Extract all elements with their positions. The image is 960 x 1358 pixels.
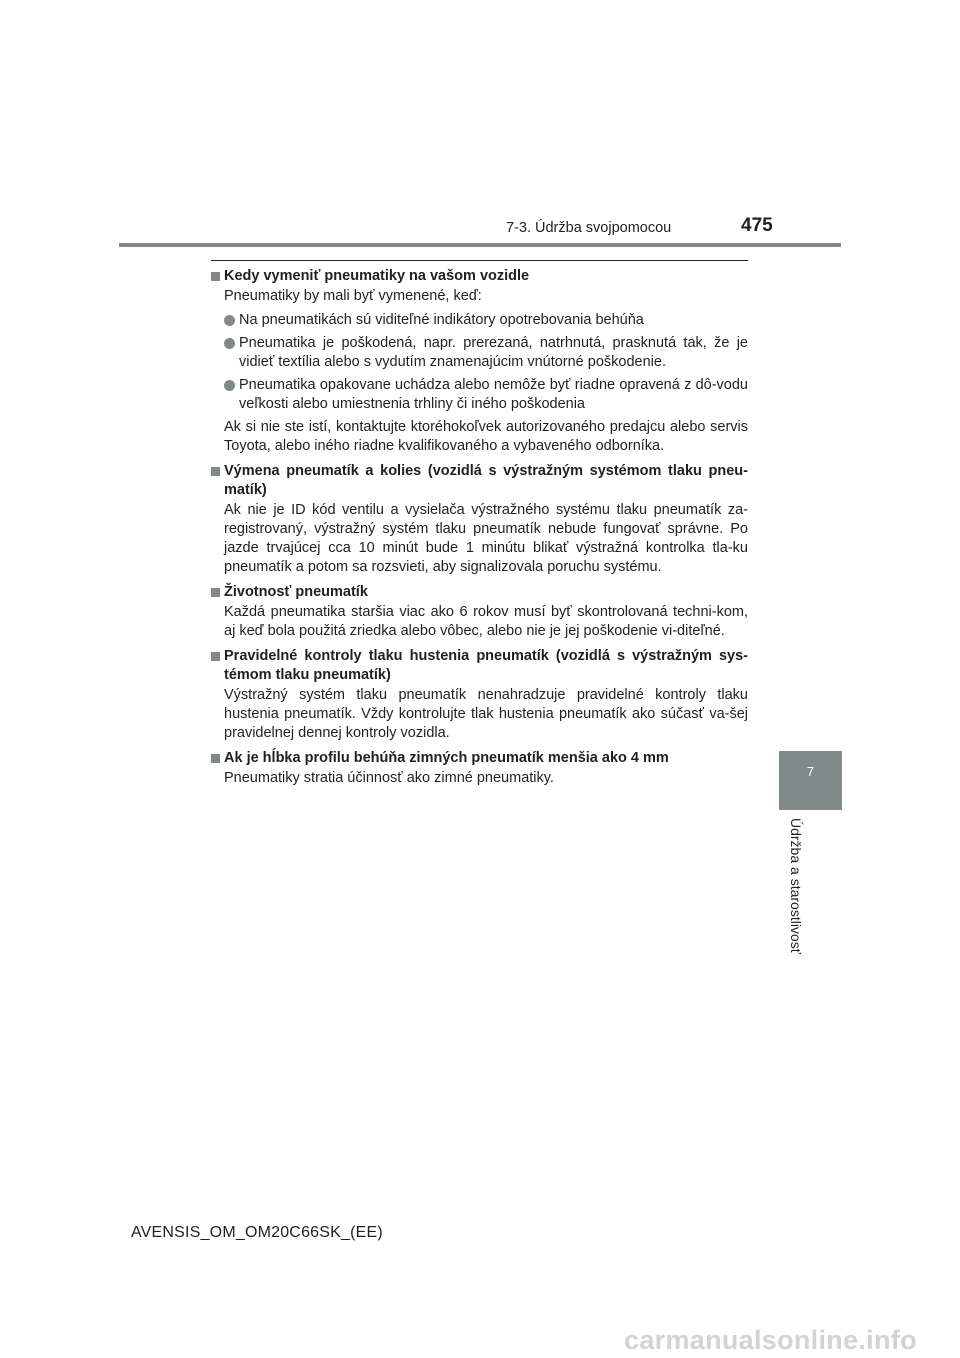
header-section-title: 7-3. Údržba svojpomocou [506, 220, 672, 236]
section-tire-wheel-exchange [211, 462, 748, 577]
square-bullet-icon [211, 467, 220, 476]
round-bullet-icon [224, 338, 235, 349]
round-bullet-icon [224, 315, 235, 326]
section-paragraph: Pneumatiky stratia účinnosť ako zimné pneumatiky. [224, 770, 554, 786]
main-content [211, 267, 748, 794]
square-bullet-icon [211, 652, 220, 661]
section-body [211, 287, 748, 456]
footer-manual-code: AVENSIS_OM_OM20C66SK_(EE) [131, 1224, 383, 1241]
section-paragraph: Výstražný systém tlaku pneumatík nenahradzuje pravidelné kontroly tlaku hustenia pneumatík. Vždy kontrolujte tlak hustenia pneumatík ako súčasť va-šej pravidelnej dennej kontroly vozidla. [224, 687, 748, 741]
section-heading-text: Ak je hĺbka profilu behúňa zimných pneumatík menšia ako 4 mm [224, 750, 669, 766]
section-pressure-checks [211, 647, 748, 743]
section-heading [211, 583, 748, 602]
section-heading [211, 267, 748, 286]
list-item [224, 311, 748, 330]
chapter-side-title: Údržba a starostlivosť [788, 818, 804, 954]
section-heading-text: Výmena pneumatík a kolies (vozidlá s výstražným systémom tlaku pneu-matík) [224, 463, 748, 498]
section-heading [211, 462, 748, 500]
chapter-tab [779, 751, 842, 810]
section-tire-replacement [211, 267, 748, 456]
square-bullet-icon [211, 272, 220, 281]
page-number: 475 [741, 215, 773, 236]
list-item-text: Pneumatika opakovane uchádza alebo nemôže byť riadne opravená z dô-vodu veľkosti alebo umiestnenia trhliny či iného poškodenia [239, 377, 748, 412]
section-paragraph: Každá pneumatika staršia viac ako 6 rokov musí byť skontrolovaná techni-kom, aj keď bola použitá zriedka alebo vôbec, alebo nie je jej poškodenie vi-diteľné. [224, 604, 748, 639]
section-tire-lifespan [211, 583, 748, 641]
section-body [211, 603, 748, 641]
watermark-text: carmanualsonline.info [624, 1325, 917, 1355]
list-item-text: Pneumatika je poškodená, napr. prerezaná, natrhnutá, prasknutá tak, že je vidieť textília alebo s vydutím znamenajúcim vnútorné poškodenie. [239, 335, 748, 370]
section-heading [211, 749, 748, 768]
section-winter-tread-depth [211, 749, 748, 788]
square-bullet-icon [211, 588, 220, 597]
section-intro: Pneumatiky by mali byť vymenené, keď: [224, 288, 482, 304]
section-heading [211, 647, 748, 685]
square-bullet-icon [211, 754, 220, 763]
round-bullet-icon [224, 380, 235, 391]
list-item-text: Na pneumatikách sú viditeľné indikátory opotrebovania behúňa [239, 312, 644, 328]
section-paragraph: Ak nie je ID kód ventilu a vysielača výstražného systému tlaku pneumatík za-registrovaný, výstražný systém tlaku pneumatík nebude fungovať správne. Po jazde trvajúcej cca 10 minút bude 1 minútu blikať výstražná kontrolka tla-ku pneumatík a potom sa rozsvieti, aby signalizovala poruchu systému. [224, 502, 748, 575]
section-heading-text: Životnosť pneumatík [224, 584, 368, 600]
header-rule [119, 243, 841, 247]
section-body [211, 686, 748, 743]
section-heading-text: Pravidelné kontroly tlaku hustenia pneumatík (vozidlá s výstražným sys-témom tlaku pneumatík) [224, 648, 748, 683]
list-item [224, 334, 748, 372]
content-top-rule [211, 260, 748, 261]
section-heading-text: Kedy vymeniť pneumatiky na vašom vozidle [224, 268, 530, 284]
list-item [224, 376, 748, 414]
section-outro: Ak si nie ste istí, kontaktujte ktoréhokoľvek autorizovaného predajcu alebo servis Toyota, alebo iného riadne kvalifikovaného a vybaveného odborníka. [224, 419, 748, 454]
chapter-number: 7 [806, 764, 815, 779]
section-body [211, 501, 748, 577]
section-body [211, 769, 748, 788]
